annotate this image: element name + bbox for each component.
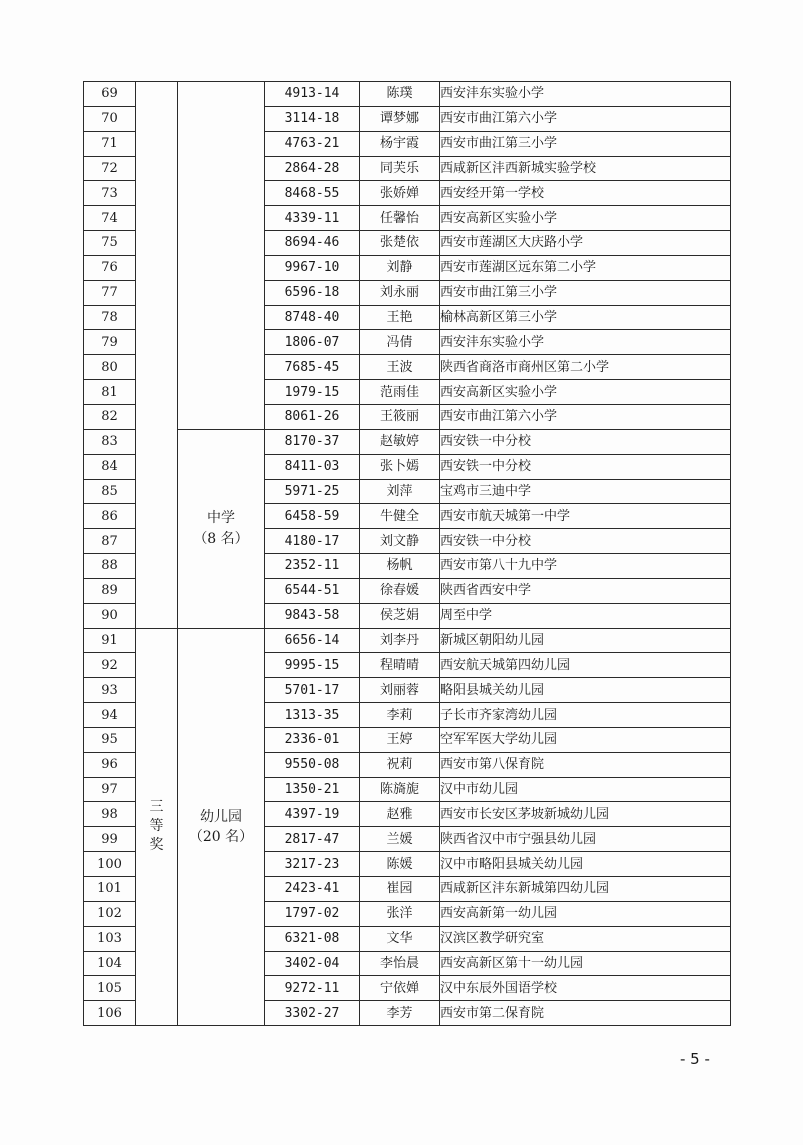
author-name: 刘静 xyxy=(360,255,440,280)
school-name: 汉中市幼儿园 xyxy=(440,777,731,802)
author-name: 李芳 xyxy=(360,1001,440,1026)
row-number: 105 xyxy=(84,976,136,1001)
school-name: 子长市齐家湾幼儿园 xyxy=(440,703,731,728)
school-name: 西安高新区第十一幼儿园 xyxy=(440,951,731,976)
entry-code: 3402-04 xyxy=(265,951,360,976)
row-number: 90 xyxy=(84,603,136,628)
prize-cell-continued xyxy=(136,82,178,629)
entry-code: 8694-46 xyxy=(265,231,360,256)
row-number: 91 xyxy=(84,628,136,653)
group-name: 幼儿园 xyxy=(200,808,242,825)
author-name: 刘萍 xyxy=(360,479,440,504)
row-number: 106 xyxy=(84,1001,136,1026)
school-name: 陕西省汉中市宁强县幼儿园 xyxy=(440,827,731,852)
group-name: 中学 xyxy=(207,510,235,527)
author-name: 张楚依 xyxy=(360,231,440,256)
entry-code: 6458-59 xyxy=(265,504,360,529)
award-table xyxy=(83,81,731,1026)
entry-code: 6656-14 xyxy=(265,628,360,653)
row-number: 85 xyxy=(84,479,136,504)
row-number: 92 xyxy=(84,653,136,678)
school-name: 西安市长安区茅坡新城幼儿园 xyxy=(440,802,731,827)
author-name: 李莉 xyxy=(360,703,440,728)
entry-code: 9272-11 xyxy=(265,976,360,1001)
school-name: 西安铁一中分校 xyxy=(440,529,731,554)
table-row xyxy=(84,429,731,454)
row-number: 79 xyxy=(84,330,136,355)
entry-code: 2352-11 xyxy=(265,554,360,579)
entry-code: 3217-23 xyxy=(265,852,360,877)
author-name: 冯倩 xyxy=(360,330,440,355)
school-name: 西安铁一中分校 xyxy=(440,429,731,454)
school-name: 西安市莲湖区远东第二小学 xyxy=(440,255,731,280)
entry-code: 4397-19 xyxy=(265,802,360,827)
author-name: 赵敏婷 xyxy=(360,429,440,454)
author-name: 侯芝娟 xyxy=(360,603,440,628)
table-row xyxy=(84,82,731,107)
row-number: 77 xyxy=(84,280,136,305)
author-name: 陈媛 xyxy=(360,852,440,877)
school-name: 新城区朝阳幼儿园 xyxy=(440,628,731,653)
school-name: 陕西省商洛市商州区第二小学 xyxy=(440,355,731,380)
entry-code: 8748-40 xyxy=(265,305,360,330)
school-name: 汉中东辰外国语学校 xyxy=(440,976,731,1001)
row-number: 102 xyxy=(84,901,136,926)
school-name: 西安沣东实验小学 xyxy=(440,82,731,107)
author-name: 王婷 xyxy=(360,727,440,752)
entry-code: 6321-08 xyxy=(265,926,360,951)
entry-code: 8170-37 xyxy=(265,429,360,454)
row-number: 93 xyxy=(84,678,136,703)
author-name: 程晴晴 xyxy=(360,653,440,678)
entry-code: 2817-47 xyxy=(265,827,360,852)
row-number: 71 xyxy=(84,131,136,156)
author-name: 牛健全 xyxy=(360,504,440,529)
author-name: 兰媛 xyxy=(360,827,440,852)
entry-code: 1979-15 xyxy=(265,380,360,405)
author-name: 谭梦娜 xyxy=(360,106,440,131)
entry-code: 8468-55 xyxy=(265,181,360,206)
entry-code: 1797-02 xyxy=(265,901,360,926)
entry-code: 2423-41 xyxy=(265,877,360,902)
author-name: 王艳 xyxy=(360,305,440,330)
school-name: 西安市曲江第六小学 xyxy=(440,404,731,429)
school-name: 空军军医大学幼儿园 xyxy=(440,727,731,752)
row-number: 100 xyxy=(84,852,136,877)
row-number: 99 xyxy=(84,827,136,852)
school-name: 西安市航天城第一中学 xyxy=(440,504,731,529)
author-name: 徐春媛 xyxy=(360,578,440,603)
author-name: 陈旖旎 xyxy=(360,777,440,802)
school-name: 汉滨区教学研究室 xyxy=(440,926,731,951)
school-name: 西安市第八保育院 xyxy=(440,752,731,777)
school-name: 西安市第八十九中学 xyxy=(440,554,731,579)
row-number: 87 xyxy=(84,529,136,554)
author-name: 张娇婵 xyxy=(360,181,440,206)
entry-code: 7685-45 xyxy=(265,355,360,380)
author-name: 赵雅 xyxy=(360,802,440,827)
row-number: 84 xyxy=(84,454,136,479)
author-name: 祝莉 xyxy=(360,752,440,777)
row-number: 82 xyxy=(84,404,136,429)
author-name: 李怡晨 xyxy=(360,951,440,976)
entry-code: 1313-35 xyxy=(265,703,360,728)
author-name: 崔园 xyxy=(360,877,440,902)
entry-code: 9995-15 xyxy=(265,653,360,678)
prize-cell-third xyxy=(136,628,178,1026)
entry-code: 3302-27 xyxy=(265,1001,360,1026)
group-cell-middle xyxy=(178,429,265,628)
row-number: 69 xyxy=(84,82,136,107)
entry-code: 1806-07 xyxy=(265,330,360,355)
author-name: 王筱丽 xyxy=(360,404,440,429)
school-name: 西安市第二保育院 xyxy=(440,1001,731,1026)
row-number: 72 xyxy=(84,156,136,181)
school-name: 西安市莲湖区大庆路小学 xyxy=(440,231,731,256)
entry-code: 9550-08 xyxy=(265,752,360,777)
entry-code: 3114-18 xyxy=(265,106,360,131)
author-name: 文华 xyxy=(360,926,440,951)
entry-code: 8411-03 xyxy=(265,454,360,479)
school-name: 西安铁一中分校 xyxy=(440,454,731,479)
row-number: 75 xyxy=(84,231,136,256)
author-name: 陈璞 xyxy=(360,82,440,107)
author-name: 刘文静 xyxy=(360,529,440,554)
school-name: 西安高新第一幼儿园 xyxy=(440,901,731,926)
group-cell-primary-continued xyxy=(178,82,265,430)
row-number: 70 xyxy=(84,106,136,131)
school-name: 西安市曲江第三小学 xyxy=(440,131,731,156)
row-number: 104 xyxy=(84,951,136,976)
row-number: 94 xyxy=(84,703,136,728)
row-number: 80 xyxy=(84,355,136,380)
row-number: 103 xyxy=(84,926,136,951)
school-name: 西安航天城第四幼儿园 xyxy=(440,653,731,678)
row-number: 97 xyxy=(84,777,136,802)
row-number: 86 xyxy=(84,504,136,529)
entry-code: 8061-26 xyxy=(265,404,360,429)
author-name: 同芙乐 xyxy=(360,156,440,181)
table-row xyxy=(84,628,731,653)
row-number: 83 xyxy=(84,429,136,454)
row-number: 89 xyxy=(84,578,136,603)
row-number: 96 xyxy=(84,752,136,777)
author-name: 任馨怡 xyxy=(360,206,440,231)
entry-code: 4339-11 xyxy=(265,206,360,231)
school-name: 榆林高新区第三小学 xyxy=(440,305,731,330)
row-number: 76 xyxy=(84,255,136,280)
row-number: 81 xyxy=(84,380,136,405)
entry-code: 6544-51 xyxy=(265,578,360,603)
school-name: 西安市曲江第三小学 xyxy=(440,280,731,305)
row-number: 101 xyxy=(84,877,136,902)
author-name: 宁依婵 xyxy=(360,976,440,1001)
school-name: 西安经开第一学校 xyxy=(440,181,731,206)
school-name: 西安市曲江第六小学 xyxy=(440,106,731,131)
school-name: 西咸新区沣西新城实验学校 xyxy=(440,156,731,181)
entry-code: 9843-58 xyxy=(265,603,360,628)
row-number: 98 xyxy=(84,802,136,827)
school-name: 西咸新区沣东新城第四幼儿园 xyxy=(440,877,731,902)
entry-code: 1350-21 xyxy=(265,777,360,802)
entry-code: 9967-10 xyxy=(265,255,360,280)
prize-label: 三等奖 xyxy=(149,799,164,854)
entry-code: 4913-14 xyxy=(265,82,360,107)
row-number: 88 xyxy=(84,554,136,579)
row-number: 73 xyxy=(84,181,136,206)
school-name: 汉中市略阳县城关幼儿园 xyxy=(440,852,731,877)
page-number: - 5 - xyxy=(680,1050,710,1068)
author-name: 张洋 xyxy=(360,901,440,926)
school-name: 宝鸡市三迪中学 xyxy=(440,479,731,504)
author-name: 刘丽蓉 xyxy=(360,678,440,703)
group-count: （8 名） xyxy=(193,530,249,547)
entry-code: 2336-01 xyxy=(265,727,360,752)
row-number: 95 xyxy=(84,727,136,752)
group-count: （20 名） xyxy=(188,828,254,845)
author-name: 刘李丹 xyxy=(360,628,440,653)
school-name: 西安沣东实验小学 xyxy=(440,330,731,355)
school-name: 西安高新区实验小学 xyxy=(440,380,731,405)
row-number: 74 xyxy=(84,206,136,231)
school-name: 陕西省西安中学 xyxy=(440,578,731,603)
author-name: 刘永丽 xyxy=(360,280,440,305)
entry-code: 5971-25 xyxy=(265,479,360,504)
entry-code: 4763-21 xyxy=(265,131,360,156)
entry-code: 6596-18 xyxy=(265,280,360,305)
author-name: 杨帆 xyxy=(360,554,440,579)
award-table-body xyxy=(84,82,731,1026)
group-cell-kindergarten xyxy=(178,628,265,1026)
author-name: 范雨佳 xyxy=(360,380,440,405)
school-name: 略阳县城关幼儿园 xyxy=(440,678,731,703)
school-name: 西安高新区实验小学 xyxy=(440,206,731,231)
entry-code: 5701-17 xyxy=(265,678,360,703)
row-number: 78 xyxy=(84,305,136,330)
entry-code: 4180-17 xyxy=(265,529,360,554)
author-name: 张卜嫣 xyxy=(360,454,440,479)
entry-code: 2864-28 xyxy=(265,156,360,181)
author-name: 王波 xyxy=(360,355,440,380)
author-name: 杨宇霞 xyxy=(360,131,440,156)
school-name: 周至中学 xyxy=(440,603,731,628)
